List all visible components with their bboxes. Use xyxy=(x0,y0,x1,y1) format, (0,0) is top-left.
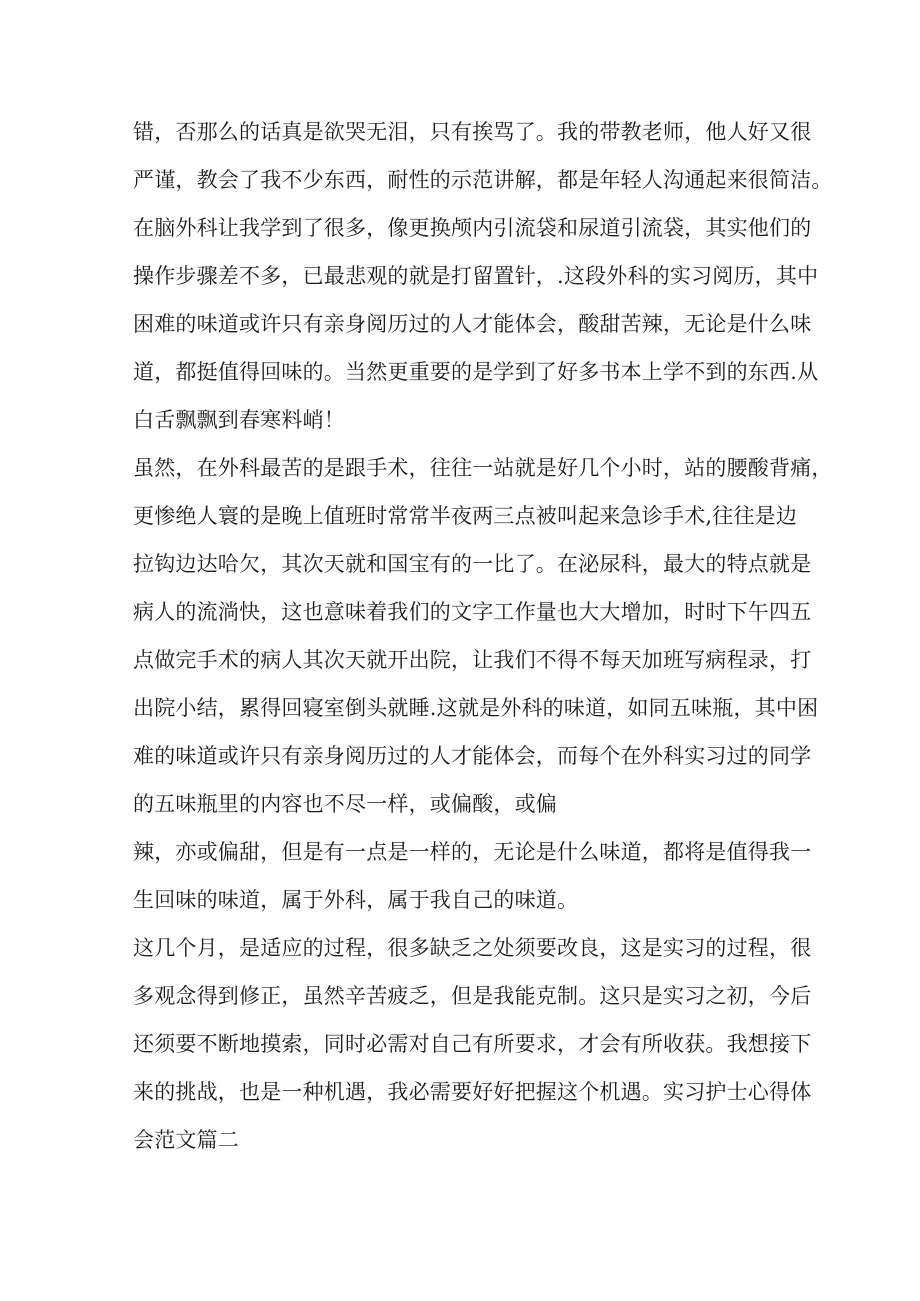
text-line: 困难的味道或许只有亲身阅历过的人才能体会，酸甜苦辣，无论是什么味 xyxy=(133,312,812,336)
text-line: 操作步骤差不多，已最悲观的就是打留置针，.这段外科的实习阅历，其中 xyxy=(133,264,819,288)
text-line: 出院小结，累得回寝室倒头就睡.这就是外科的味道，如同五味瓶，其中困 xyxy=(133,696,819,720)
text-line: 虽然，在外科最苦的是跟手术，往往一站就是好几个小时，站的腰酸背痛， xyxy=(133,456,833,480)
text-line: 道，都挺值得回味的。当然更重要的是学到了好多书本上学不到的东西.从 xyxy=(133,360,819,384)
text-line: 生回味的味道，属于外科，属于我自己的味道。 xyxy=(133,888,579,912)
text-line: 严谨，教会了我不少东西，耐性的示范讲解，都是年轻人沟通起来很简洁。 xyxy=(133,168,833,192)
text-line: 点做完手术的病人其次天就开出院，让我们不得不每天加班写病程录，打 xyxy=(133,648,812,672)
text-line: 这几个月，是适应的过程，很多缺乏之处须要改良，这是实习的过程，很 xyxy=(133,936,812,960)
text-line: 白舌飘飘到春寒料峭！ xyxy=(133,408,345,432)
text-line: 的五味瓶里的内容也不尽一样，或偏酸，或偏 xyxy=(133,792,557,816)
text-line: 拉钩边达哈欠，其次天就和国宝有的一比了。在泌尿科，最大的特点就是 xyxy=(133,552,812,576)
text-line: 错，否那么的话真是欲哭无泪，只有挨骂了。我的带教老师，他人好又很 xyxy=(133,120,812,144)
text-line: 来的挑战，也是一种机遇，我必需要好好把握这个机遇。实习护士心得体 xyxy=(133,1080,812,1104)
text-line: 多观念得到修正，虽然辛苦疲乏，但是我能克制。这只是实习之初，今后 xyxy=(133,984,812,1008)
text-line: 更惨绝人寰的是晚上值班时常常半夜两三点被叫起来急诊手术,往往是边 xyxy=(133,504,798,528)
text-line: 辣，亦或偏甜，但是有一点是一样的，无论是什么味道，都将是值得我一 xyxy=(133,840,812,864)
text-line: 病人的流淌快，这也意味着我们的文字工作量也大大增加，时时下午四五 xyxy=(133,600,812,624)
text-line: 会范文篇二 xyxy=(133,1128,239,1152)
text-line: 在脑外科让我学到了很多，像更换颅内引流袋和尿道引流袋，其实他们的 xyxy=(133,216,812,240)
text-line: 还须要不断地摸索，同时必需对自己有所要求，才会有所收获。我想接下 xyxy=(133,1032,812,1056)
text-line: 难的味道或许只有亲身阅历过的人才能体会，而每个在外科实习过的同学 xyxy=(133,744,812,768)
